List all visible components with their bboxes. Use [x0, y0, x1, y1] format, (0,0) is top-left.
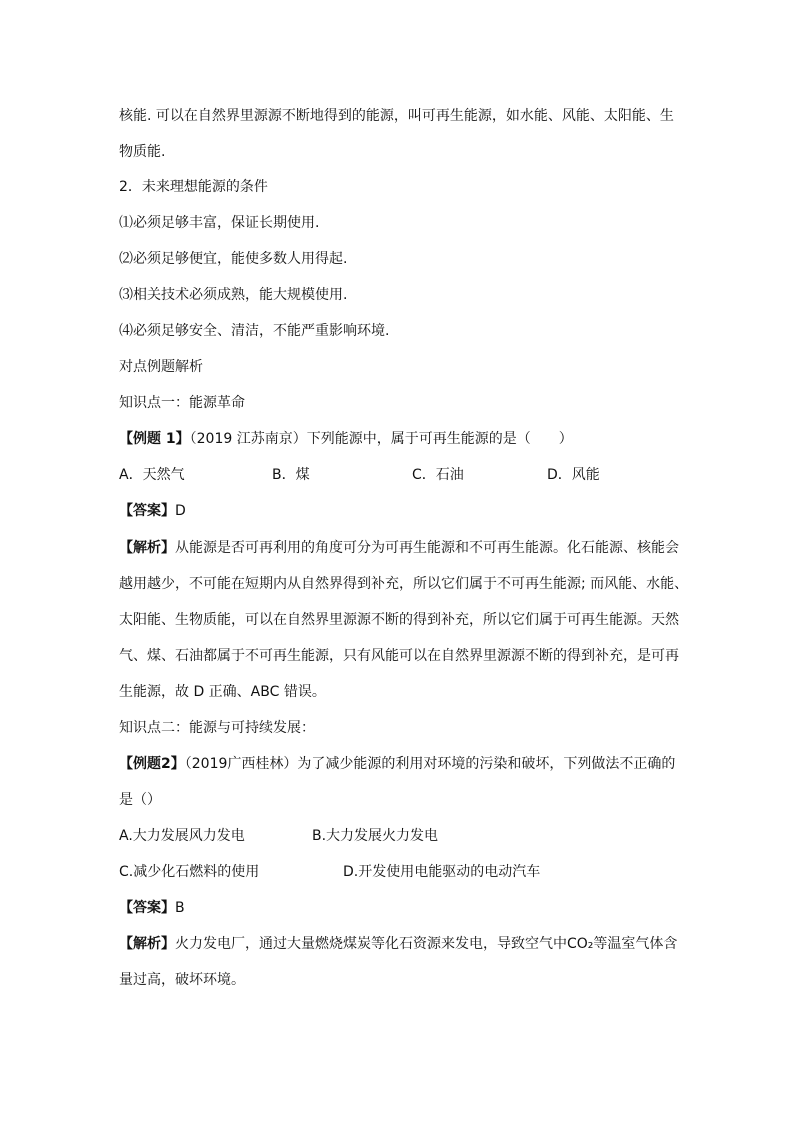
section-2-title: 2．未来理想能源的条件: [119, 179, 268, 195]
example-1-option-c: C．石油: [412, 467, 464, 483]
intro-line-1: 核能. 可以在自然界里源源不断地得到的能源，叫可再生能源，如水能、风能、太阳能、生: [119, 108, 674, 124]
example-2-option-c: C.减少化石燃料的使用: [119, 864, 260, 880]
example-1-answer-value: D: [175, 503, 186, 519]
knowledge-point-1: 知识点一：能源革命: [119, 395, 245, 411]
example-1-tag: 【例题 1】: [119, 431, 190, 447]
example-2-explain-text-1: 火力发电厂，通过大量燃烧煤炭等化石资源来发电，导致空气中CO₂等温室气体含: [175, 936, 678, 952]
example-1-option-b: B．煤: [272, 467, 310, 483]
example-1-explain-text-1: 从能源是否可再利用的角度可分为可再生能源和不可再生能源。化石能源、核能会: [175, 540, 679, 556]
example-2-options-row-1: [119, 827, 438, 845]
example-2-tag: 【例题2】: [119, 756, 185, 772]
example-2-explain-line-2: 量过高，破坏环境。: [119, 972, 245, 988]
condition-item-3: ⑶相关技术必须成熟，能大规模使用.: [119, 287, 348, 303]
condition-item-4: ⑷必须足够安全、清洁，不能严重影响环境.: [119, 323, 390, 339]
example-2-answer: [119, 899, 185, 917]
example-2-option-a: A.大力发展风力发电: [119, 828, 245, 844]
example-1-explain-line-4: 气、煤、石油都属于不可再生能源，只有风能可以在自然界里源源不断的得到补充，是可再: [119, 648, 679, 664]
example-2-explain-line-1: [119, 935, 677, 953]
example-2-question-line-1: [119, 755, 675, 773]
intro-line-2: 物质能.: [119, 144, 166, 160]
analysis-heading: 对点例题解析: [119, 359, 203, 375]
example-2-option-d: D.开发使用电能驱动的电动汽车: [343, 864, 541, 880]
example-1-text: （2019 江苏南京）下列能源中，属于可再生能源的是（ ）: [189, 431, 573, 447]
example-1-answer-tag: 【答案】: [119, 503, 175, 519]
example-1-answer: [119, 502, 186, 520]
example-1-options: [119, 466, 600, 484]
condition-item-2: ⑵必须足够便宜，能使多数人用得起.: [119, 251, 348, 267]
example-2-answer-tag: 【答案】: [119, 900, 175, 916]
example-1-explain-tag: 【解析】: [119, 540, 175, 556]
example-2-question-line-2: 是（）: [119, 792, 161, 808]
knowledge-point-2: 知识点二：能源与可持续发展：: [119, 720, 315, 736]
example-1-explain-line-2: 越用越少，不可能在短期内从自然界得到补充，所以它们属于不可再生能源; 而风能、水能、: [119, 576, 689, 592]
condition-item-1: ⑴必须足够丰富，保证长期使用.: [119, 215, 320, 231]
example-2-options-row-2: [119, 863, 540, 881]
example-2-answer-value: B: [175, 900, 185, 916]
example-1-option-d: D．风能: [547, 467, 600, 483]
example-2-option-b: B.大力发展火力发电: [312, 828, 439, 844]
example-1-explain-line-1: [119, 539, 679, 557]
example-2-text-1: （2019广西桂林）为了减少能源的利用对环境的污染和破坏，下列做法不正确的: [184, 756, 676, 772]
example-1-explain-line-3: 太阳能、生物质能，可以在自然界里源源不断的得到补充，所以它们属于可再生能源。天然: [119, 612, 679, 628]
example-1-explain-line-5: 生能源，故 D 正确、ABC 错误。: [119, 684, 326, 700]
example-2-explain-tag: 【解析】: [119, 936, 175, 952]
example-1-question: [119, 430, 573, 448]
example-1-option-a: A．天然气: [119, 467, 185, 483]
